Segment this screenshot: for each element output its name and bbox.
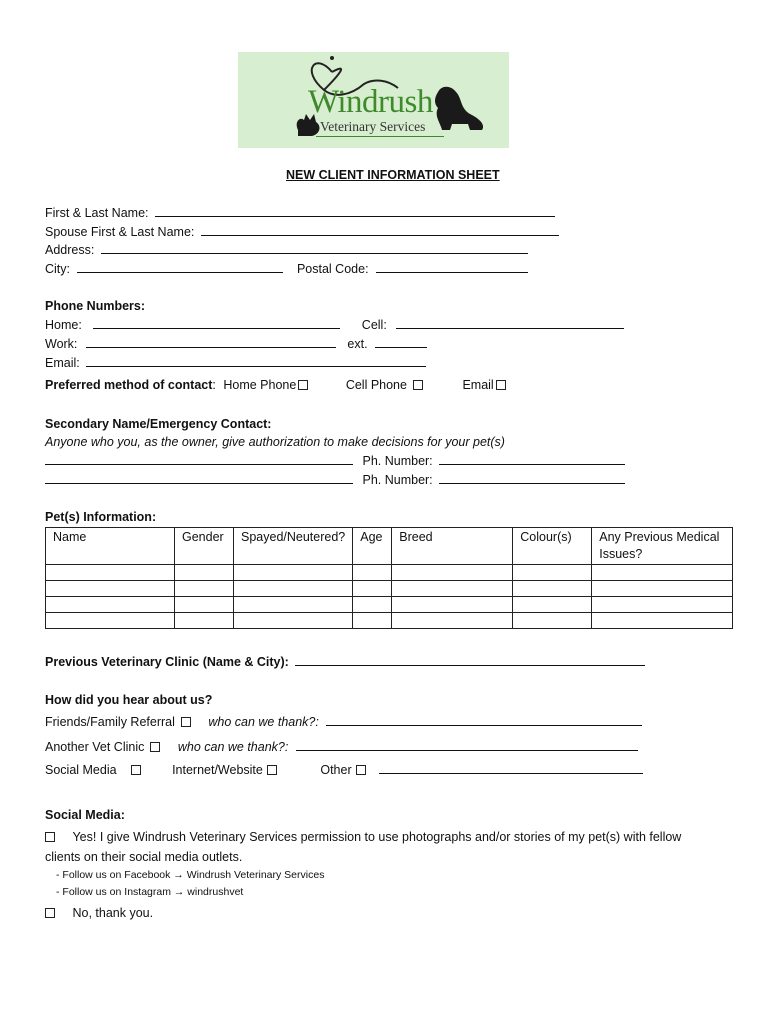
social-no-checkbox[interactable] <box>45 908 55 918</box>
secondary-heading: Secondary Name/Emergency Contact: <box>45 417 272 431</box>
city-label: City: <box>45 262 70 276</box>
table-cell[interactable] <box>513 565 592 581</box>
pets-table <box>45 527 733 629</box>
col-medical: Any Previous Medical Issues? <box>592 528 733 565</box>
city-row <box>45 261 528 277</box>
opt-home-label: Home Phone <box>223 378 297 392</box>
vet-clinic-label: Another Vet Clinic <box>45 740 145 754</box>
vet-clinic-checkbox[interactable] <box>150 742 160 752</box>
address-field[interactable] <box>101 242 528 254</box>
table-cell[interactable] <box>392 565 513 581</box>
table-row <box>46 597 733 613</box>
home-label: Home: <box>45 318 82 332</box>
friends-thank-field[interactable] <box>326 714 642 726</box>
previous-clinic-field[interactable] <box>295 654 645 666</box>
table-cell[interactable] <box>353 581 392 597</box>
home-phone-checkbox[interactable] <box>298 380 308 390</box>
social-yes-checkbox[interactable] <box>45 832 55 842</box>
home-row <box>45 317 624 333</box>
vet-thank-field[interactable] <box>296 739 638 751</box>
table-cell[interactable] <box>592 597 733 613</box>
opt-cell-label: Cell Phone <box>345 378 407 392</box>
spouse-label: Spouse First & Last Name: <box>45 225 195 239</box>
hear-friends-row <box>45 714 642 730</box>
other-label: Other <box>320 763 352 777</box>
col-age: Age <box>353 528 392 565</box>
hear-heading: How did you hear about us? <box>45 693 213 707</box>
table-cell[interactable] <box>513 597 592 613</box>
email-row <box>45 355 426 371</box>
table-cell[interactable] <box>175 613 234 629</box>
internet-label: Internet/Website <box>172 763 263 777</box>
col-gender: Gender <box>175 528 234 565</box>
table-cell[interactable] <box>234 581 353 597</box>
hear-vet-row <box>45 739 638 755</box>
table-cell[interactable] <box>513 581 592 597</box>
pets-heading: Pet(s) Information: <box>45 510 157 524</box>
table-cell[interactable] <box>234 597 353 613</box>
name-row <box>45 205 555 221</box>
ext-field[interactable] <box>375 336 427 348</box>
friends-checkbox[interactable] <box>181 717 191 727</box>
phone-heading: Phone Numbers: <box>45 299 146 313</box>
social-yes-text: Yes! I give Windrush Veterinary Services permission to use photographs and/or stories of my pet(s) with fellow <box>72 830 682 844</box>
table-cell[interactable] <box>392 613 513 629</box>
table-cell[interactable] <box>392 581 513 597</box>
cell-phone-field[interactable] <box>396 317 624 329</box>
name-label: First & Last Name: <box>45 206 149 220</box>
preferred-label: Preferred method of contact <box>45 378 213 392</box>
col-spayed: Spayed/Neutered? <box>234 528 353 565</box>
preferred-colon: : <box>212 378 216 392</box>
table-cell[interactable] <box>175 597 234 613</box>
table-cell[interactable] <box>353 565 392 581</box>
hear-other-row <box>45 762 643 778</box>
secondary-row-1 <box>45 453 625 469</box>
table-cell[interactable] <box>46 581 175 597</box>
previous-clinic-label: Previous Veterinary Clinic (Name & City): <box>45 655 289 669</box>
page-title: NEW CLIENT INFORMATION SHEET <box>286 168 500 182</box>
social-yes-row <box>45 829 681 845</box>
table-cell[interactable] <box>353 597 392 613</box>
name-field[interactable] <box>155 205 555 217</box>
social-no-text: No, thank you. <box>72 906 154 920</box>
cell-label: Cell: <box>361 318 387 332</box>
opt-email-label: Email <box>462 378 494 392</box>
spouse-row <box>45 224 559 240</box>
secondary-phone-field-1[interactable] <box>439 453 625 465</box>
address-row <box>45 242 528 258</box>
table-row <box>46 613 733 629</box>
work-phone-field[interactable] <box>86 336 336 348</box>
social-media-checkbox[interactable] <box>131 765 141 775</box>
preferred-row <box>45 377 508 393</box>
table-cell[interactable] <box>592 565 733 581</box>
table-cell[interactable] <box>46 613 175 629</box>
email-label: Email: <box>45 356 80 370</box>
col-name: Name <box>46 528 175 565</box>
social-no-row <box>45 905 153 921</box>
table-cell[interactable] <box>175 581 234 597</box>
social-media-label: Social Media <box>45 763 117 777</box>
social-heading: Social Media: <box>45 808 125 822</box>
table-cell[interactable] <box>175 565 234 581</box>
pets-header-row <box>46 528 733 565</box>
other-checkbox[interactable] <box>356 765 366 775</box>
home-phone-field[interactable] <box>93 317 340 329</box>
windrush-logo <box>238 52 509 148</box>
postal-label: Postal Code: <box>296 262 369 276</box>
address-label: Address: <box>45 243 95 257</box>
table-cell[interactable] <box>234 613 353 629</box>
logo-underline <box>316 136 444 137</box>
table-row <box>46 565 733 581</box>
email-field[interactable] <box>86 355 426 367</box>
table-cell[interactable] <box>353 613 392 629</box>
friends-label: Friends/Family Referral <box>45 715 175 729</box>
secondary-note: Anyone who you, as the owner, give authorization to make decisions for your pet(s) <box>45 435 505 449</box>
secondary-name-field-2[interactable] <box>45 472 353 484</box>
instagram-link[interactable]: - Follow us on Instagram → windrushvet <box>56 886 244 898</box>
work-label: Work: <box>45 337 78 351</box>
table-cell[interactable] <box>392 597 513 613</box>
table-row <box>46 581 733 597</box>
ph-label-2: Ph. Number: <box>362 473 433 487</box>
internet-checkbox[interactable] <box>267 765 277 775</box>
city-field[interactable] <box>77 261 283 273</box>
col-colour: Colour(s) <box>513 528 592 565</box>
table-cell[interactable] <box>46 597 175 613</box>
cell-phone-checkbox[interactable] <box>413 380 423 390</box>
ext-label: ext. <box>347 337 368 351</box>
social-yes-text-2: clients on their social media outlets. <box>45 850 243 864</box>
previous-clinic-row <box>45 654 645 670</box>
spouse-field[interactable] <box>201 224 559 236</box>
vet-thank-prompt: who can we thank?: <box>177 740 289 754</box>
work-row <box>45 336 427 352</box>
postal-field[interactable] <box>376 261 528 273</box>
email-checkbox[interactable] <box>496 380 506 390</box>
facebook-link[interactable]: - Follow us on Facebook → Windrush Veterinary Services <box>56 869 325 881</box>
table-cell[interactable] <box>592 581 733 597</box>
secondary-phone-field-2[interactable] <box>439 472 625 484</box>
table-cell[interactable] <box>46 565 175 581</box>
logo-subtitle: Veterinary Services <box>320 119 426 134</box>
col-breed: Breed <box>392 528 513 565</box>
secondary-name-field-1[interactable] <box>45 453 353 465</box>
other-field[interactable] <box>379 762 643 774</box>
friends-thank-prompt: who can we thank?: <box>208 715 319 729</box>
table-cell[interactable] <box>513 613 592 629</box>
secondary-row-2 <box>45 472 625 488</box>
logo-wordmark: Windrush <box>308 84 433 120</box>
table-cell[interactable] <box>234 565 353 581</box>
table-cell[interactable] <box>592 613 733 629</box>
ph-label-1: Ph. Number: <box>362 454 433 468</box>
